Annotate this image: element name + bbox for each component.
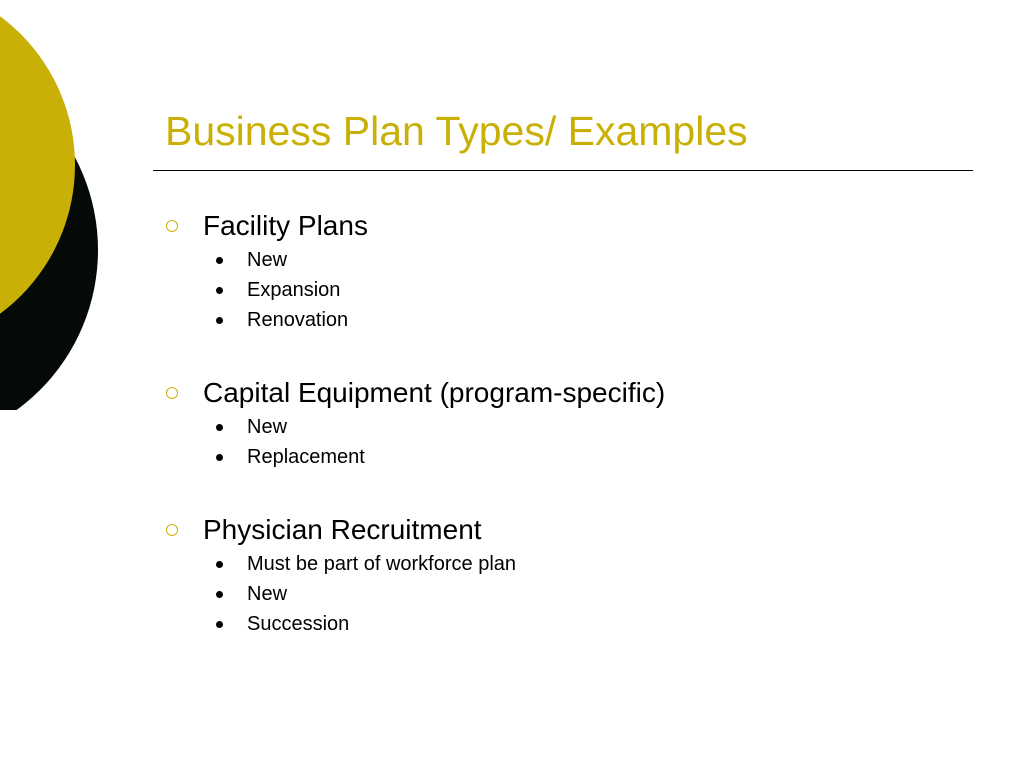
filled-dot-bullet-icon [216, 287, 223, 294]
sub-bullet [164, 275, 984, 305]
hollow-circle-bullet-icon [166, 220, 178, 232]
main-bullet [164, 511, 984, 549]
hollow-circle-bullet-icon [166, 524, 178, 536]
sub-bullet-text: New [247, 249, 288, 271]
section-facility-plans [164, 207, 984, 335]
filled-dot-bullet-icon [216, 561, 223, 568]
sub-bullet-text: Renovation [247, 309, 349, 331]
sub-bullet [164, 549, 984, 579]
decorative-circles [0, 0, 110, 410]
hollow-circle-bullet-icon [166, 387, 178, 399]
main-bullet-text: Facility Plans [203, 210, 368, 241]
sub-bullet-text: Replacement [247, 446, 365, 468]
filled-dot-bullet-icon [216, 621, 223, 628]
main-bullet [164, 207, 984, 245]
bullet-content [164, 207, 984, 678]
sub-bullet-text: Succession [247, 613, 350, 635]
sub-bullet-list [164, 245, 984, 335]
filled-dot-bullet-icon [216, 257, 223, 264]
main-bullet-text: Physician Recruitment [203, 514, 482, 545]
filled-dot-bullet-icon [216, 454, 223, 461]
filled-dot-bullet-icon [216, 591, 223, 598]
main-bullet [164, 374, 984, 412]
slide-title: Business Plan Types/ Examples [165, 108, 748, 154]
sub-bullet-text: New [247, 583, 288, 605]
filled-dot-bullet-icon [216, 424, 223, 431]
sub-bullet [164, 412, 984, 442]
filled-dot-bullet-icon [216, 317, 223, 324]
sub-bullet [164, 609, 984, 639]
sub-bullet [164, 442, 984, 472]
section-physician-recruitment [164, 511, 984, 639]
sub-bullet [164, 579, 984, 609]
title-divider [153, 170, 973, 171]
section-capital-equipment [164, 374, 984, 472]
sub-bullet-list [164, 549, 984, 639]
main-bullet-text: Capital Equipment (program-specific) [203, 377, 666, 408]
sub-bullet-text: New [247, 416, 288, 438]
sub-bullet-text: Must be part of workforce plan [247, 553, 517, 575]
sub-bullet-text: Expansion [247, 279, 341, 301]
sub-bullet [164, 305, 984, 335]
sub-bullet [164, 245, 984, 275]
sub-bullet-list [164, 412, 984, 472]
